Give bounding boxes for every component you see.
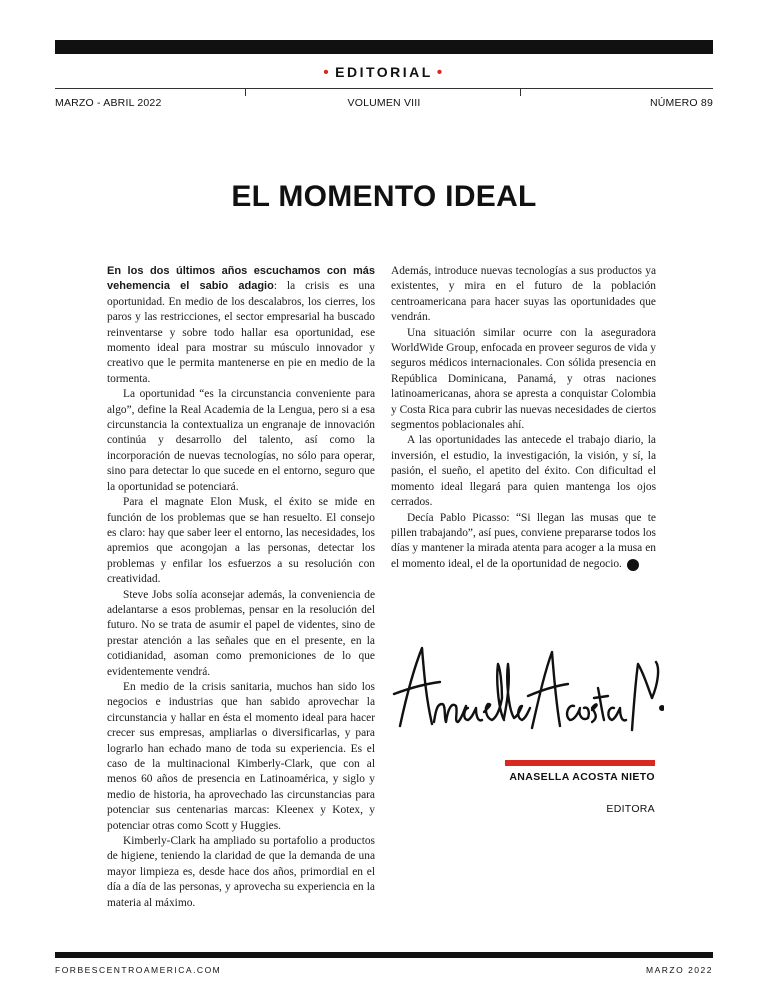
footer-website: FORBESCENTROAMERICA.COM bbox=[55, 965, 222, 975]
body-paragraph: La oportunidad “es la circunstancia conveniente para algo”, define la Real Academia de la Lengua, pero si a esa circunstancia la contextualiza un engranaje de innovación continúa y desarrollo del talento, así como la incorporación de nuevas tecnologías, no sólo para operar, sino para detectar lo que sucede en el entorno, seguro que la oportunidad se potenciará. bbox=[107, 388, 375, 493]
header-rule bbox=[55, 88, 713, 89]
header-tick-left bbox=[245, 88, 246, 96]
article-column-left bbox=[107, 264, 375, 911]
header-top-bar bbox=[55, 40, 713, 54]
body-paragraph: Steve Jobs solía aconsejar además, la conveniencia de adelantarse a esos problemas, pensar en la resolución del futuro. No se trata de asumir el papel de videntes, sino de prestar atención a las señales que en el presente, en la cotidianidad, asoman como premoniciones de lo que evidentemente vendrá. bbox=[107, 588, 375, 678]
forbes-end-mark-icon: F bbox=[627, 559, 639, 571]
footer-date: MARZO 2022 bbox=[646, 965, 713, 975]
header-tick-right bbox=[520, 88, 521, 96]
volume-label: VOLUMEN VIII bbox=[347, 97, 421, 109]
author-role: EDITORA bbox=[606, 803, 655, 815]
lead-paragraph bbox=[107, 264, 375, 387]
issue-number: NÚMERO 89 bbox=[649, 97, 713, 109]
handwritten-signature bbox=[392, 638, 664, 738]
lead-bold-text: En los dos últimos años escuchamos con más vehemencia el sabio adagio bbox=[107, 265, 375, 293]
issue-date: MARZO - ABRIL 2022 bbox=[55, 97, 162, 109]
body-paragraph: Para el magnate Elon Musk, el éxito se mide en función de los problemas que se han resuelto. El consejo es claro: hay que saber leer el entorno, las necesidades, los apremios que acongojan a las personas, detectar los problemas y enfilar los esfuerzos a su resolución con creatividad. bbox=[107, 496, 375, 586]
left-dot-icon: • bbox=[323, 64, 332, 81]
body-paragraph: Kimberly-Clark ha ampliado su portafolio a productos de higiene, teniendo la claridad de que la demanda de una mayor limpieza es, desde hace dos años, primordial en el día a día de las personas, y aprovecha su experiencia en la materia al máximo. bbox=[107, 835, 375, 909]
closing-text: Decía Pablo Picasso: “Si llegan las musas que te pillen trabajando”, así pues, conviene prepararse todos los días y mantener la mirada atenta para acoger a la musa en el momento ideal, el de la oportunidad de negocio. bbox=[391, 511, 656, 570]
body-paragraph: En medio de la crisis sanitaria, muchos han sido los negocios e industrias que han sabido aprovechar la circunstancia y hallar en ésta el momento ideal para hacer crecer sus empresas, ampliarlas o diversificarlas, y para lograrlo han echado mano de toda su experiencia. Es el caso de la multinacional Kimberly-Clark, que con al menos 60 años de presencia en Latinoamérica, y siglo y medio de historia, ha aprovechado las circunstancias para potenciar sus centenarias marcas: Kleenex y Kotex, y potenciar otras como Scott y Huggies. bbox=[107, 680, 375, 832]
signature-text: Anasella Acosta N. bbox=[392, 638, 401, 639]
body-paragraph: A las oportunidades las antecede el trabajo diario, la inversión, el estudio, la investigación, la visión, y sí, la pasión, el sueño, el apetito del éxito. Con dificultad el momento ideal llegará para quien mantenga los ojos cerrados. bbox=[391, 434, 656, 509]
lead-rest-text: : la crisis es una oportunidad. En medio de los descalabros, los cierres, los paros y las restricciones, el sector empresarial ha buscado reinventarse y sobre todo hallar esa oportunidad, ese momento ideal para mostrar su músculo innovador y creativo que le permita mantenerse en pie en medio de la tormenta. bbox=[107, 280, 375, 385]
signature-accent-bar bbox=[505, 760, 655, 766]
article-column-right bbox=[391, 264, 656, 572]
author-name: ANASELLA ACOSTA NIETO bbox=[509, 771, 655, 783]
continuation-paragraph: Además, introduce nuevas tecnologías a sus productos ya existentes, y mira en el futuro de la población centroamericana para hacer suyas las oportunidades que vendrán. bbox=[391, 265, 656, 324]
right-dot-icon: • bbox=[436, 64, 445, 81]
body-paragraph: Una situación similar ocurre con la aseguradora WorldWide Group, enfocada en proveer seguros de vida y seguros médicos internacionales. Con sólida presencia en República Dominicana, Panamá, y otras naciones latinoamericanas, ahora se apresta a conquistar Colombia y Costa Rica para cubrir las nuevas necesidades de ciertos segmentos poblacionales ahí. bbox=[391, 326, 656, 432]
footer-bar bbox=[55, 952, 713, 958]
section-label-text: EDITORIAL bbox=[335, 64, 433, 80]
article-title: EL MOMENTO IDEAL bbox=[231, 180, 537, 213]
section-label bbox=[0, 64, 768, 81]
closing-paragraph bbox=[391, 511, 656, 573]
